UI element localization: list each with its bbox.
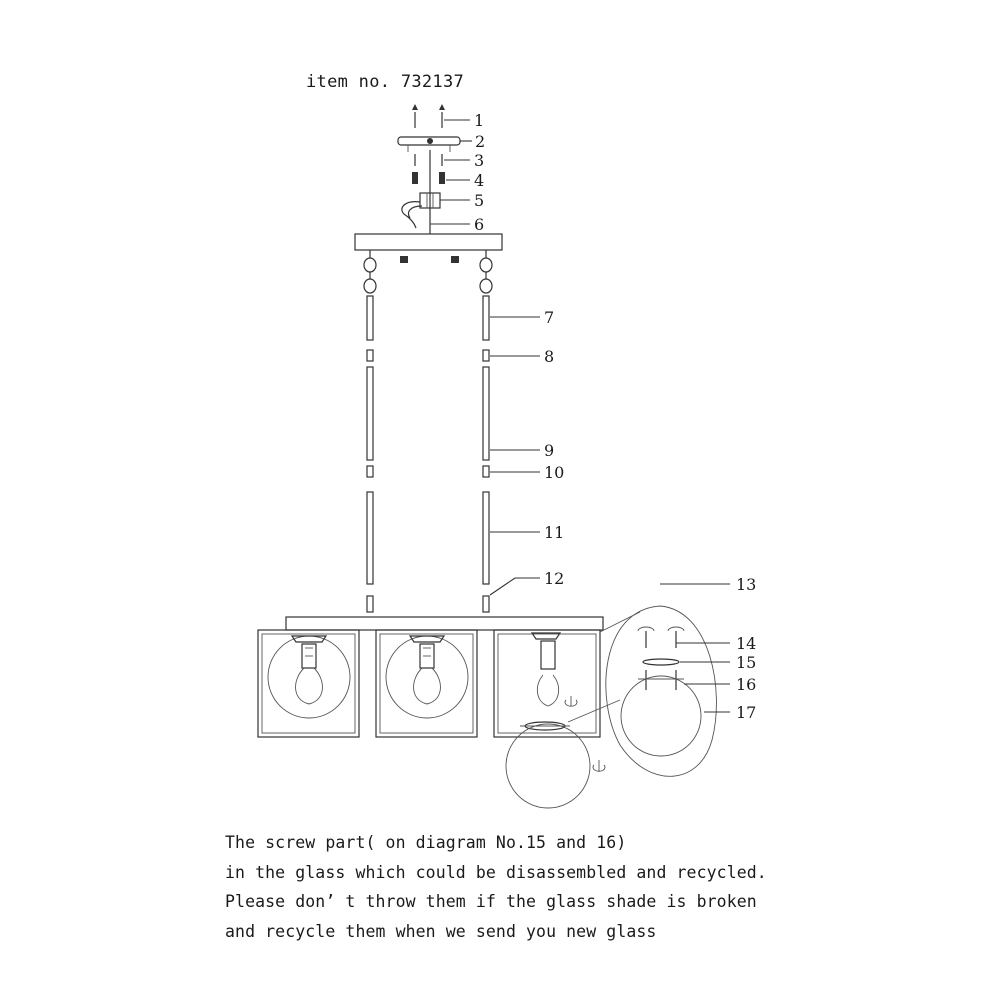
callout-6: 6: [474, 215, 485, 234]
callout-16: 16: [736, 675, 757, 694]
part-2-bracket: [398, 137, 460, 152]
note-line-4: and recycle them when we send you new glass: [225, 921, 657, 941]
callout-12: 12: [544, 569, 565, 588]
callout-11: 11: [544, 523, 565, 542]
left-hook: [364, 250, 376, 293]
detail-bubble: [568, 606, 716, 776]
callout-17: 17: [736, 703, 757, 722]
fixture-body: [258, 606, 716, 808]
right-hook: [480, 250, 492, 293]
callout-8: 8: [544, 347, 555, 366]
part-1-screws: [412, 104, 445, 128]
callout-4: 4: [474, 171, 485, 190]
left-rod: [367, 296, 373, 612]
callout-3: 3: [474, 151, 485, 170]
item-number: item no. 732137: [306, 72, 465, 92]
callout-10: 10: [544, 463, 565, 482]
callout-5: 5: [474, 191, 485, 210]
suspension-rods: [364, 250, 492, 612]
callout-13: 13: [736, 575, 757, 594]
callout-14: 14: [736, 634, 757, 653]
callout-1: 1: [474, 111, 485, 130]
right-rod: [483, 296, 489, 612]
shade-frame-3: [494, 630, 605, 808]
note-line-2: in the glass which could be disassembled and recycled.: [225, 862, 767, 882]
shade-frame-2: [376, 630, 477, 737]
recycling-note: [225, 828, 845, 946]
part-5-terminal-block: [402, 193, 440, 228]
note-line-3: Please don’ t throw them if the glass shade is broken: [225, 892, 757, 911]
part-3-screws: [415, 154, 442, 166]
part-4-nuts: [412, 172, 445, 184]
note-line-1: The screw part( on diagram No.15 and 16): [225, 833, 627, 852]
callout-9: 9: [544, 441, 555, 460]
callout-7: 7: [544, 308, 555, 327]
callout-2: 2: [475, 132, 486, 151]
callout-15: 15: [736, 653, 757, 672]
shade-frame-1: [258, 630, 359, 737]
